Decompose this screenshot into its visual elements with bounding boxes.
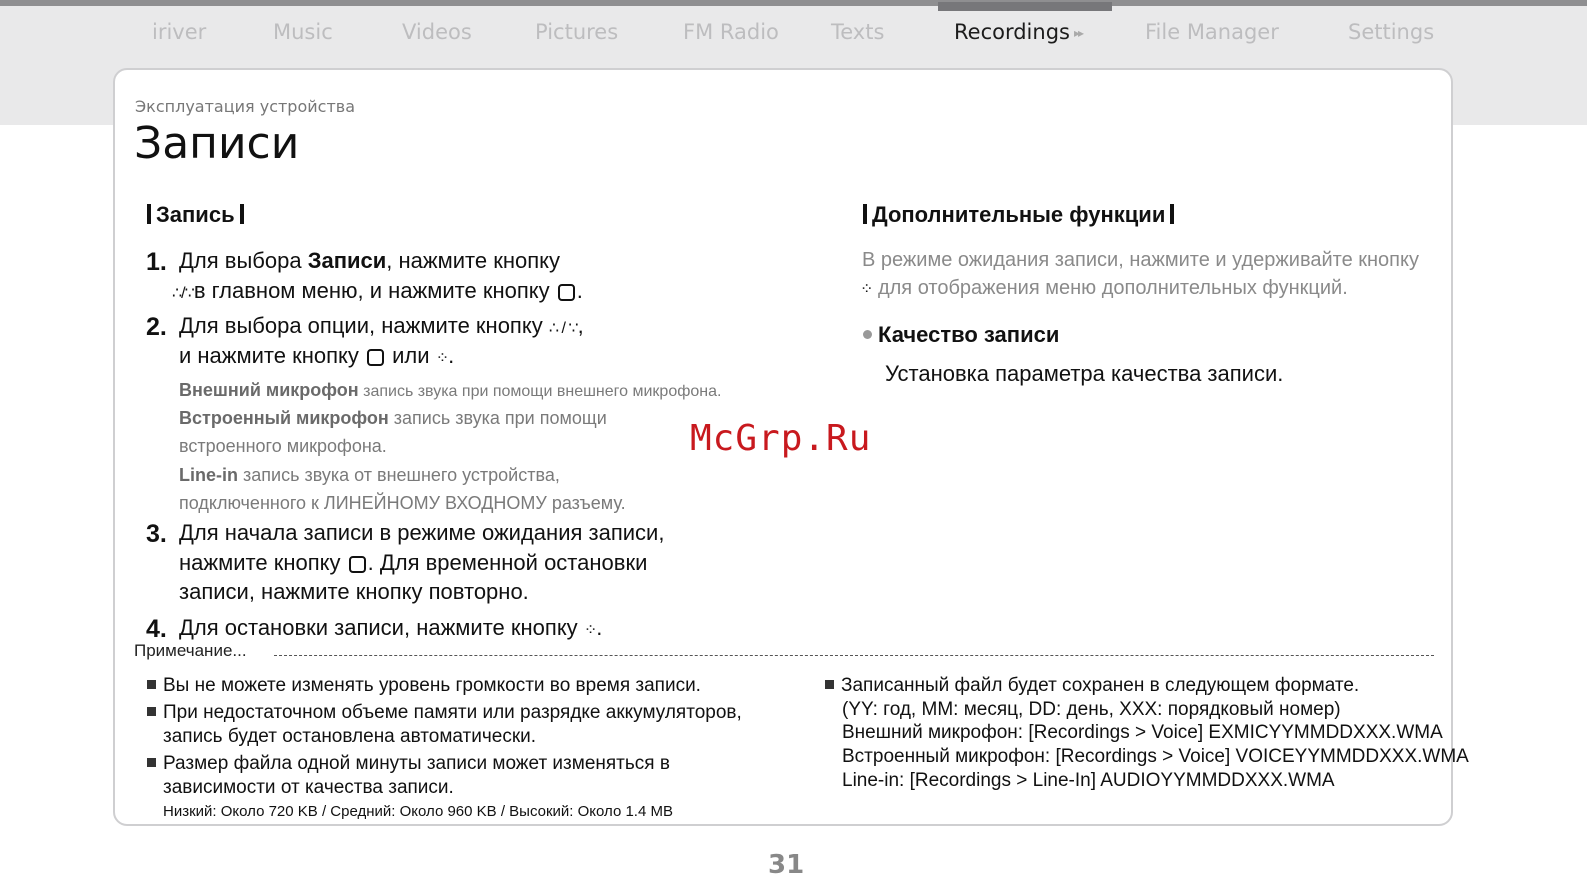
square-bullet-icon (147, 680, 156, 689)
play-arrow-icon: ⁘ (435, 350, 449, 367)
up-down-icon: ∴ / ∵ (548, 320, 578, 337)
tab-recordings[interactable] (954, 20, 1082, 44)
square-bullet-icon (147, 707, 156, 716)
tab-pictures[interactable]: Pictures (535, 20, 619, 44)
square-button-icon (349, 556, 366, 573)
note-format-external: Внешний микрофон: [Recordings > Voice] EXMICYYMMDDXXX.WMA (842, 722, 1443, 743)
step-1-line-2: ∴/∵в главном меню, и нажмите кнопку . (172, 278, 583, 303)
play-arrow-icon: ⁘ (860, 281, 873, 298)
note-item-line-2: зависимости от качества записи. (163, 777, 454, 798)
play-arrow-icon: ⁘ (583, 622, 597, 639)
section-heading-recording (142, 202, 249, 228)
watermark: McGrp.Ru (690, 418, 872, 459)
tab-settings[interactable]: Settings (1348, 20, 1435, 44)
top-nav-border (0, 0, 1587, 6)
note-format-internal: Встроенный микрофон: [Recordings > Voice] VOICEYYMMDDXXX.WMA (842, 746, 1469, 767)
square-bullet-icon (825, 680, 834, 689)
step-number: 1. (146, 248, 167, 276)
tab-videos[interactable]: Videos (402, 20, 472, 44)
note-item: Размер файла одной минуты записи может изменяться в (147, 753, 670, 775)
section-heading-recording-label: Запись (156, 202, 235, 227)
tab-iriver[interactable]: iriver (152, 20, 207, 44)
feature-quality-title: Качество записи (863, 322, 1059, 348)
step-2-line-1: Для выбора опции, нажмите кнопку ∴ / ∵, (179, 313, 584, 338)
bullet-icon (863, 330, 872, 339)
square-button-icon (558, 284, 575, 301)
step-3-line-3: записи, нажмите кнопку повторно. (179, 579, 529, 604)
step-number: 2. (146, 313, 167, 341)
square-button-icon (367, 349, 384, 366)
active-tab-indicator (938, 2, 1112, 11)
step-1-line-1: Для выбора Записи, нажмите кнопку (179, 248, 560, 273)
square-bullet-icon (147, 758, 156, 767)
note-label: Примечание... (134, 641, 247, 660)
step-3-line-1: Для начала записи в режиме ожидания записи, (179, 520, 665, 545)
step-number: 4. (146, 615, 167, 643)
feature-quality-desc: Установка параметра качества записи. (885, 361, 1284, 386)
breadcrumb: Эксплуатация устройства (135, 97, 355, 116)
tab-recordings-label: Recordings (954, 20, 1070, 44)
extra-intro-line-2: ⁘ для отображения меню дополнительных функций. (860, 277, 1348, 299)
tab-music[interactable]: Music (273, 20, 333, 44)
option-line-in-line-2: подключенного к ЛИНЕЙНОМУ ВХОДНОМУ разъему. (179, 493, 626, 513)
section-heading-extra-functions-label: Дополнительные функции (872, 202, 1166, 227)
extra-intro-line-1: В режиме ожидания записи, нажмите и удерживайте кнопку (862, 249, 1419, 271)
option-external-mic: Внешний микрофон запись звука при помощи внешнего микрофона. (179, 380, 722, 400)
tab-fm-radio[interactable]: FM Radio (683, 20, 779, 44)
step-number: 3. (146, 520, 167, 548)
note-divider (274, 655, 1434, 656)
note-item: При недостаточном объеме памяти или разрядке аккумуляторов, (147, 702, 742, 724)
tab-file-manager[interactable]: File Manager (1145, 20, 1279, 44)
note-file-sizes: Низкий: Около 720 KB / Средний: Около 960 KB / Высокий: Около 1.4 MB (163, 803, 673, 820)
step-2-line-2: и нажмите кнопку или ⁘. (179, 343, 455, 368)
option-internal-mic: Встроенный микрофон запись звука при помощи (179, 408, 607, 428)
tab-texts[interactable]: Texts (831, 20, 885, 44)
chevrons-right-icon: ▸▸ (1073, 26, 1083, 40)
step-4-line-1: Для остановки записи, нажмите кнопку ⁘. (179, 615, 603, 640)
note-item: Записанный файл будет сохранен в следующем формате. (825, 675, 1359, 697)
option-line-in: Line-in запись звука от внешнего устройства, (179, 465, 560, 485)
up-down-icon: ∴/∵ (172, 285, 194, 302)
option-internal-mic-line-2: встроенного микрофона. (179, 436, 387, 456)
page-number: 31 (768, 850, 805, 880)
note-item-line-2: запись будет остановлена автоматически. (163, 726, 537, 747)
note-format-legend: (YY: год, MM: месяц, DD: день, XXX: порядковый номер) (842, 699, 1341, 720)
page-title: Записи (134, 118, 300, 169)
note-item: Вы не можете изменять уровень громкости во время записи. (147, 675, 701, 697)
note-format-line-in: Line-in: [Recordings > Line-In] AUDIOYYMMDDXXX.WMA (842, 770, 1335, 791)
section-heading-extra-functions (858, 202, 1179, 228)
step-3-line-2: нажмите кнопку . Для временной остановки (179, 550, 648, 575)
